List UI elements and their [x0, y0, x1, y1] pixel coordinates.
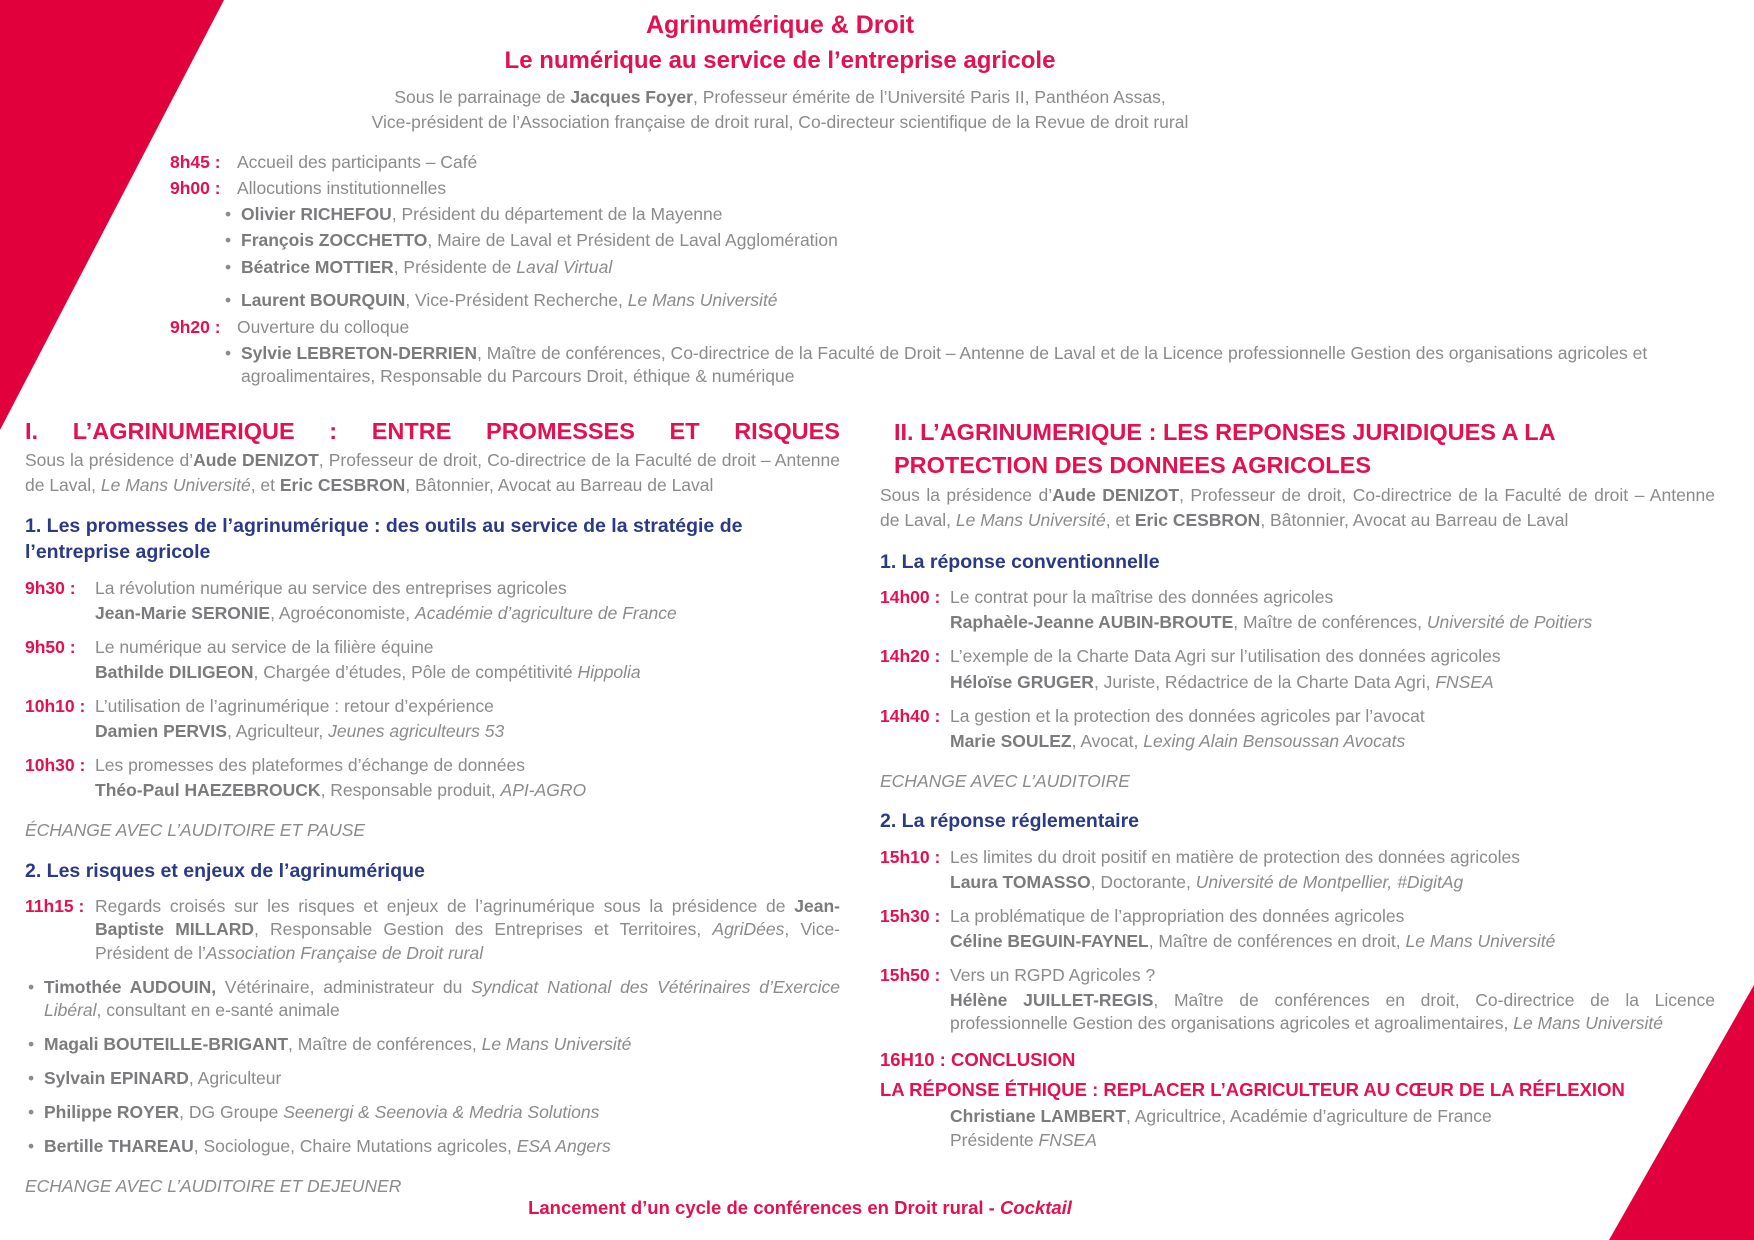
row-text	[95, 636, 840, 659]
text-segment: , Avocat,	[1071, 730, 1144, 751]
text-segment: Association Française de Droit rural	[205, 942, 484, 963]
program-title: Agrinumérique & Droit	[645, 11, 915, 39]
footer-announcement	[0, 1196, 1600, 1220]
text-segment: 1. Les promesses de l’agrinumérique : des outils au service de la stratégie de l’entreprise agricole	[25, 515, 743, 563]
text-segment: Bertille THAREAU	[44, 1136, 194, 1157]
row-text	[95, 602, 840, 625]
text-segment: Raphaèle-Jeanne AUBIN-BROUTE	[950, 612, 1234, 633]
time-label: 10h10 :	[25, 696, 86, 717]
time-label: 15h50 :	[880, 965, 941, 985]
subsection-heading	[25, 859, 840, 885]
text-segment: Les promesses des plateformes d’échange de données	[95, 755, 525, 776]
bullet-row	[170, 229, 1659, 252]
row-text	[95, 895, 840, 964]
text-segment: Philippe ROYER	[44, 1101, 180, 1122]
text-segment: Bathilde DILIGEON	[95, 662, 254, 683]
row-text	[880, 1048, 1715, 1073]
text-segment: Damien PERVIS	[95, 721, 227, 742]
row-text	[237, 316, 1659, 339]
text-segment: Sous la présidence d’	[880, 484, 1053, 505]
text-segment: Cocktail	[999, 1196, 1072, 1218]
row-text	[0, 110, 1560, 135]
row-text	[950, 586, 1715, 609]
row-text	[950, 846, 1715, 869]
text-segment: , et	[1105, 510, 1135, 531]
session-row	[170, 316, 1659, 339]
session-row	[170, 177, 1659, 200]
text-segment: ESA Angers	[516, 1136, 611, 1157]
row-text	[95, 754, 840, 777]
text-segment: FNSEA	[1435, 671, 1494, 692]
session-row	[25, 754, 840, 777]
text-segment: I. L’AGRINUMERIQUE : ENTRE PROMESSES ET RISQUES	[25, 417, 840, 444]
bullet-row	[25, 1033, 840, 1056]
text-segment: Aude DENIZOT	[193, 449, 319, 470]
row-text	[241, 203, 1659, 226]
text-segment: , Professeur émérite de l’Université Paris II, Panthéon Assas,	[692, 87, 1166, 108]
time-label: 14h00 :	[880, 587, 941, 608]
section-2-title	[880, 416, 1715, 482]
text-segment: Béatrice MOTTIER	[241, 256, 394, 277]
row-text	[950, 1129, 1715, 1152]
text-segment: , Agricultrice, Académie d’agriculture de France	[1125, 1106, 1492, 1127]
text-segment: Jeunes agriculteurs 53	[328, 721, 505, 742]
row-text	[950, 705, 1715, 728]
speaker-row	[880, 1129, 1715, 1152]
program-header	[0, 0, 1560, 135]
text-segment: ECHANGE AVEC L’AUDITOIRE ET DEJEUNER	[25, 1176, 402, 1197]
text-segment: , Agriculteur,	[226, 721, 329, 742]
session-row	[880, 964, 1715, 987]
time-label: 9h20 :	[170, 316, 221, 337]
text-segment: Laval Virtual	[516, 256, 613, 277]
row-text	[950, 730, 1715, 753]
text-segment: Seenergi & Seenovia & Medria Solutions	[283, 1101, 600, 1122]
row-text	[95, 577, 840, 600]
bullet-row	[25, 1101, 840, 1124]
bullet-row	[25, 976, 840, 1022]
bullet-icon: •	[225, 289, 232, 310]
text-segment: , Professeur de droit, Co-directrice de la Faculté de droit – Antenne de Laval,	[25, 449, 840, 495]
conclusion-heading	[880, 1048, 1715, 1073]
text-segment: François ZOCCHETTO	[241, 230, 428, 251]
patronage-line	[0, 85, 1560, 110]
speaker-row	[880, 871, 1715, 894]
bullet-icon: •	[225, 256, 232, 277]
text-segment: Le Mans Université	[955, 510, 1106, 531]
speaker-row	[880, 1105, 1715, 1128]
text-segment: 2. La réponse réglementaire	[880, 809, 1140, 832]
row-text	[950, 671, 1715, 694]
text-segment: Le Mans Université	[1405, 930, 1556, 951]
speaker-row	[880, 730, 1715, 753]
break-note	[880, 770, 1715, 793]
speaker-row	[880, 611, 1715, 634]
text-segment: Jean-Marie SERONIE	[95, 602, 271, 623]
session-row	[880, 586, 1715, 609]
bullet-icon: •	[28, 976, 35, 997]
bullet-row	[25, 1067, 840, 1090]
time-label: 11h15 :	[25, 896, 85, 917]
bullet-icon: •	[28, 1067, 35, 1088]
row-text	[950, 645, 1715, 668]
text-segment: La révolution numérique au service des entreprises agricoles	[95, 577, 567, 598]
text-segment: , Agroéconomiste,	[270, 602, 416, 623]
program-subtitle: Le numérique au service de l’entreprise agricole	[504, 47, 1056, 75]
section-1-title	[25, 416, 840, 447]
speaker-row	[880, 671, 1715, 694]
bullet-row	[170, 342, 1659, 388]
time-label: 8h45 :	[170, 152, 221, 173]
text-segment: Sous le parrainage de	[394, 87, 571, 108]
bullet-row	[25, 1135, 840, 1158]
row-text	[44, 1067, 840, 1090]
text-segment: , Bâtonnier, Avocat au Barreau de Laval	[1260, 510, 1569, 531]
text-segment: Lancement d’un cycle de conférences en Droit rural -	[528, 1196, 1000, 1218]
speaker-row	[880, 989, 1715, 1035]
text-segment: , Responsable Gestion des Entreprises et Territoires,	[253, 919, 713, 940]
text-segment: Accueil des participants – Café	[237, 152, 478, 173]
text-segment: LA RÉPONSE ÉTHIQUE : REPLACER L’AGRICULTEUR AU CŒUR DE LA RÉFLEXION	[880, 1079, 1625, 1101]
time-label: 15h30 :	[880, 905, 941, 926]
text-segment: , Responsable produit,	[320, 780, 501, 801]
session-row	[880, 645, 1715, 668]
row-text	[950, 1105, 1715, 1128]
bullet-row	[170, 256, 1659, 279]
text-segment: Hélène JUILLET-REGIS	[950, 990, 1154, 1011]
text-segment: Sylvie LEBRETON-DERRIEN	[241, 342, 477, 363]
text-segment: ÉCHANGE AVEC L’AUDITOIRE ET PAUSE	[25, 820, 366, 841]
text-segment: Lexing Alain Bensoussan Avocats	[1143, 730, 1406, 751]
patronage-line	[0, 110, 1560, 135]
text-segment: Syndicat National des Vétérinaires d’Exercice Libéral	[44, 976, 840, 1020]
column-section-2	[880, 416, 1715, 1200]
text-segment: La gestion et la protection des données agricoles par l’avocat	[950, 705, 1425, 726]
text-segment: 1. La réponse conventionnelle	[880, 550, 1160, 573]
text-segment: Allocutions institutionnelles	[237, 178, 447, 199]
text-segment: , Président du département de la Mayenne	[391, 204, 723, 225]
program-footer	[0, 1196, 1600, 1220]
speaker-row	[25, 779, 840, 802]
text-segment: Marie SOULEZ	[950, 730, 1072, 751]
row-text	[950, 989, 1715, 1035]
row-text	[241, 289, 1659, 312]
time-label: 9h50 :	[25, 636, 76, 657]
text-segment: Eric CESBRON	[1134, 510, 1261, 531]
text-segment: Héloïse GRUGER	[950, 671, 1094, 692]
subsection-heading	[880, 809, 1715, 835]
bullet-row	[170, 289, 1659, 312]
speaker-row	[880, 930, 1715, 953]
row-text	[241, 229, 1659, 252]
row-text	[237, 177, 1659, 200]
text-segment: Université de Poitiers	[1426, 612, 1593, 633]
row-text	[880, 770, 1715, 793]
text-segment: , Vice-Président Recherche,	[405, 289, 628, 310]
text-segment: AgriDées	[712, 919, 785, 940]
session-row	[880, 905, 1715, 928]
row-text	[880, 1078, 1715, 1103]
text-segment: Théo-Paul HAEZEBROUCK	[95, 780, 321, 801]
text-segment: ECHANGE AVEC L’AUDITOIRE	[880, 770, 1130, 791]
text-segment: , Sociologue, Chaire Mutations agricoles,	[193, 1136, 517, 1157]
time-label: 14h20 :	[880, 646, 941, 667]
row-text	[0, 85, 1560, 110]
text-segment: , Présidente de	[393, 256, 517, 277]
speaker-row	[25, 602, 840, 625]
text-segment: Le Mans Université	[1513, 1013, 1664, 1034]
row-text	[44, 1135, 840, 1158]
row-text	[950, 871, 1715, 894]
text-segment: L’utilisation de l’agrinumérique : retour d’expérience	[95, 696, 494, 717]
bullet-row	[170, 203, 1659, 226]
bullet-icon: •	[225, 204, 232, 225]
text-segment: , DG Groupe	[179, 1101, 284, 1122]
text-segment: Regards croisés sur les risques et enjeux de l’agrinumérique sous la présidence de	[95, 896, 795, 917]
row-text	[95, 779, 840, 802]
row-text	[894, 419, 1555, 478]
text-segment: Vétérinaire, administrateur du	[216, 976, 472, 997]
text-segment: , Agriculteur	[188, 1067, 282, 1088]
text-segment: Vice-président de l’Association française de droit rural, Co-directeur scientifique de la Revue de droit rural	[371, 112, 1189, 133]
text-segment: Laurent BOURQUIN	[241, 289, 406, 310]
row-text	[95, 695, 840, 718]
row-text	[950, 905, 1715, 928]
row-text	[25, 418, 840, 444]
text-segment: La problématique de l’appropriation des données agricoles	[950, 905, 1405, 926]
row-text	[880, 809, 1715, 835]
time-label: 14h40 :	[880, 705, 941, 726]
text-segment: , Maître de conférences en droit, Co-directrice de la Licence professionnelle Gestion des organisations agricoles et agroalimentaires,	[950, 990, 1715, 1034]
row-text	[25, 819, 840, 842]
session-row	[25, 636, 840, 659]
text-segment: , Doctorante,	[1090, 871, 1196, 892]
text-segment: Eric CESBRON	[279, 474, 406, 495]
text-segment: Laura TOMASSO	[950, 871, 1091, 892]
text-segment: API-AGRO	[500, 780, 587, 801]
column-section-1	[25, 416, 840, 1200]
text-segment: Le contrat pour la maîtrise des données agricoles	[950, 587, 1334, 608]
row-text	[0, 1196, 1600, 1220]
text-segment: , consultant en e-santé animale	[96, 999, 340, 1020]
row-text	[25, 859, 840, 885]
text-segment: Aude DENIZOT	[1052, 484, 1180, 505]
patronage-block	[0, 85, 1560, 135]
text-segment: Ouverture du colloque	[237, 316, 410, 337]
row-text	[880, 550, 1715, 576]
row-text	[25, 514, 840, 565]
text-segment: Christiane LAMBERT	[950, 1106, 1126, 1127]
bullet-icon: •	[28, 1033, 35, 1054]
session-row	[880, 705, 1715, 728]
time-label: 9h00 :	[170, 178, 221, 199]
text-segment: , Chargée d’études, Pôle de compétitivité	[253, 662, 578, 683]
row-text	[237, 151, 1659, 174]
text-segment: , Maire de Laval et Président de Laval Agglomération	[427, 230, 838, 251]
subsection-heading	[25, 514, 840, 565]
text-segment: , Juriste, Rédactrice de la Charte Data Agri,	[1093, 671, 1436, 692]
session-row	[25, 577, 840, 600]
text-segment: Magali BOUTEILLE-BRIGANT	[44, 1033, 289, 1054]
ethics-heading	[880, 1078, 1715, 1103]
text-segment: Académie d’agriculture de France	[415, 602, 677, 623]
session-row	[170, 151, 1659, 174]
text-segment: Olivier RICHEFOU	[241, 204, 392, 225]
bullet-icon: •	[225, 230, 232, 251]
text-segment: , Vice-Président de l’	[95, 919, 841, 963]
text-segment: , et	[250, 474, 280, 495]
text-segment: Céline BEGUIN-FAYNEL	[950, 930, 1149, 951]
text-segment: Le numérique au service de la filière équine	[95, 636, 434, 657]
session-row	[25, 895, 840, 964]
row-text	[44, 1033, 840, 1056]
text-segment: Jacques Foyer	[570, 87, 693, 108]
text-segment: Présidente	[950, 1130, 1039, 1151]
break-note	[25, 819, 840, 842]
speaker-row	[25, 720, 840, 743]
section-2-chair	[880, 483, 1715, 534]
text-segment: 2. Les risques et enjeux de l’agrinumérique	[25, 859, 425, 882]
subsection-heading	[880, 550, 1715, 576]
row-text	[95, 720, 840, 743]
bullet-icon: •	[225, 342, 232, 363]
text-segment: Timothée AUDOUIN,	[44, 976, 217, 997]
text-segment: Jean-Baptiste MILLARD	[95, 896, 840, 940]
text-segment: Vers un RGPD Agricoles ?	[950, 965, 1156, 985]
text-segment: FNSEA	[1038, 1130, 1097, 1151]
text-segment: Sylvain EPINARD	[44, 1067, 189, 1088]
text-segment: Le Mans Université	[481, 1033, 632, 1054]
row-text	[95, 661, 840, 684]
text-segment: Les limites du droit positif en matière de protection des données agricoles	[950, 846, 1521, 867]
row-text	[241, 256, 1659, 279]
row-text	[44, 1101, 840, 1124]
text-segment: L’exemple de la Charte Data Agri sur l’utilisation des données agricoles	[950, 646, 1501, 667]
row-text	[950, 964, 1715, 987]
time-label: 10h30 :	[25, 755, 86, 776]
text-segment: 16H10 : CONCLUSION	[880, 1049, 1076, 1071]
bullet-icon: •	[28, 1136, 35, 1157]
bullet-icon: •	[28, 1101, 35, 1122]
program-columns	[0, 416, 1754, 1200]
morning-schedule	[0, 151, 1754, 388]
text-segment: Sous la présidence d’	[25, 449, 194, 470]
speaker-row	[25, 661, 840, 684]
text-segment: , Maître de conférences,	[288, 1033, 482, 1054]
row-text	[950, 611, 1715, 634]
row-text	[880, 483, 1715, 534]
session-row	[880, 846, 1715, 869]
row-text	[241, 342, 1659, 388]
text-segment: Le Mans Université	[627, 289, 778, 310]
text-segment: II. L’AGRINUMERIQUE : LES REPONSES JURIDIQUES A LA PROTECTION DES DONNEES AGRICOLES	[894, 418, 1555, 478]
text-segment: Hippolia	[577, 662, 641, 683]
text-segment: , Professeur de droit, Co-directrice de la Faculté de droit – Antenne de Laval,	[880, 484, 1715, 531]
time-label: 15h10 :	[880, 846, 941, 867]
row-text	[44, 976, 840, 1022]
text-segment: , Maître de conférences en droit,	[1148, 930, 1406, 951]
text-segment: , Bâtonnier, Avocat au Barreau de Laval	[405, 474, 714, 495]
text-segment: , Maître de conférences,	[1233, 612, 1427, 633]
text-segment: Université de Montpellier, #DigitAg	[1195, 871, 1464, 892]
row-text	[950, 930, 1715, 953]
text-segment: Le Mans Université	[100, 474, 251, 495]
section-1-chair	[25, 448, 840, 499]
session-row	[25, 695, 840, 718]
text-segment: , Maître de conférences, Co-directrice de la Faculté de Droit – Antenne de Laval et de la Licence professionnelle Gestion des organisations agricoles et agroalimentaires, Responsable du Parcours Droit, éthique & numérique	[241, 342, 1648, 386]
time-label: 9h30 :	[25, 577, 76, 598]
row-text	[25, 448, 840, 499]
